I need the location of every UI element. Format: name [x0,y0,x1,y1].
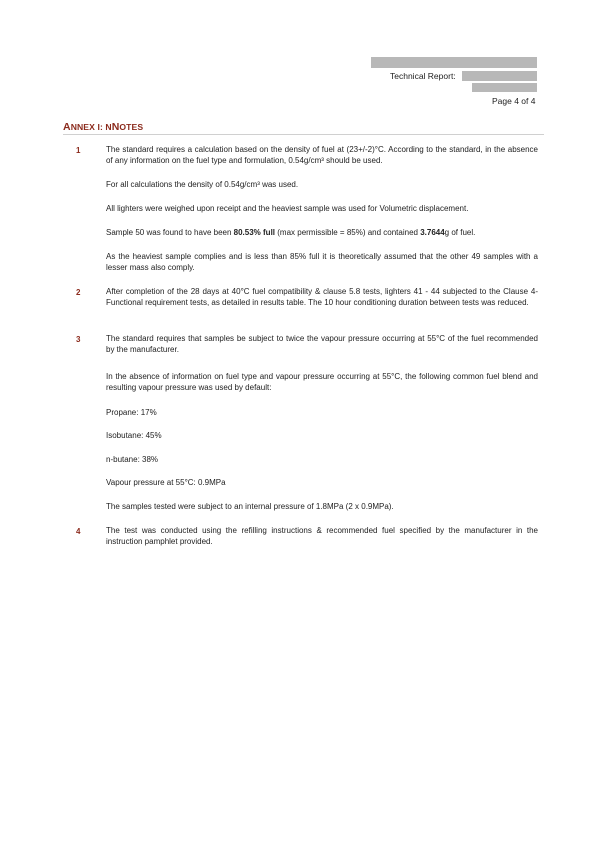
section-divider [63,134,544,135]
note-3-isobutane: Isobutane: 45% [106,431,162,440]
redacted-report-number [462,71,537,81]
note-1-paragraph-5: As the heaviest sample complies and is less than 85% full it is theoretically assumed that the other 49 samples with a lesser mass also comply. [106,252,538,272]
note-2-paragraph-1: After completion of the 28 days at 40°C fuel compatibility & clause 5.8 tests, lighters 41 - 44 subjected to the Clause 4- Functional requirement tests, as detailed in results table. The 10 hour conditioning duration between tests was reduced. [106,287,538,307]
note-3-n-butane: n-butane: 38% [106,455,159,464]
redacted-block-top [371,57,537,68]
note-3-paragraph-2: In the absence of information on fuel type and vapour pressure occurring at 55°C, the following common fuel blend and resulting vapour pressure was used by default: [106,372,538,392]
note-1-paragraph-3: All lighters were weighed upon receipt and the heaviest sample was used for Volumetric displacement. [106,204,469,213]
note-number-3: 3 [76,335,81,344]
note-3-vapour-pressure: Vapour pressure at 55°C: 0.9MPa [106,478,226,487]
note-1-paragraph-1: The standard requires a calculation based on the density of fuel at (23+/-2)°C. According to the standard, in the absence of any information on the fuel type and formulation, 0.54g/cm³ should be used. [106,145,538,165]
page-number: Page 4 of 4 [492,96,536,106]
note-3-internal-pressure: The samples tested were subject to an internal pressure of 1.8MPa (2 x 0.9MPa). [106,502,394,511]
fuel-mass: 3.7644 [420,228,445,237]
note-number-4: 4 [76,527,81,536]
note-1-paragraph-2: For all calculations the density of 0.54g/cm³ was used. [106,180,299,189]
note-4-paragraph-1: The test was conducted using the refilling instructions & recommended fuel specified by the manufacturer in the instruction pamphlet provided. [106,526,538,546]
note-3-paragraph-1: The standard requires that samples be subject to twice the vapour pressure occurring at 55°C of the fuel recommended by the manufacturer. [106,334,538,354]
note-3-propane: Propane: 17% [106,408,157,417]
fill-percentage: 80.53% full [233,228,276,237]
section-title: ANNEX I: NNOTES [63,121,144,133]
note-number-1: 1 [76,146,81,155]
report-label: Technical Report: [390,71,456,81]
note-number-2: 2 [76,288,81,297]
redacted-block-bottom [472,83,537,92]
note-1-paragraph-4: Sample 50 was found to have been 80.53% full (max permissible = 85%) and contained 3.7644g of fuel. [106,228,476,237]
